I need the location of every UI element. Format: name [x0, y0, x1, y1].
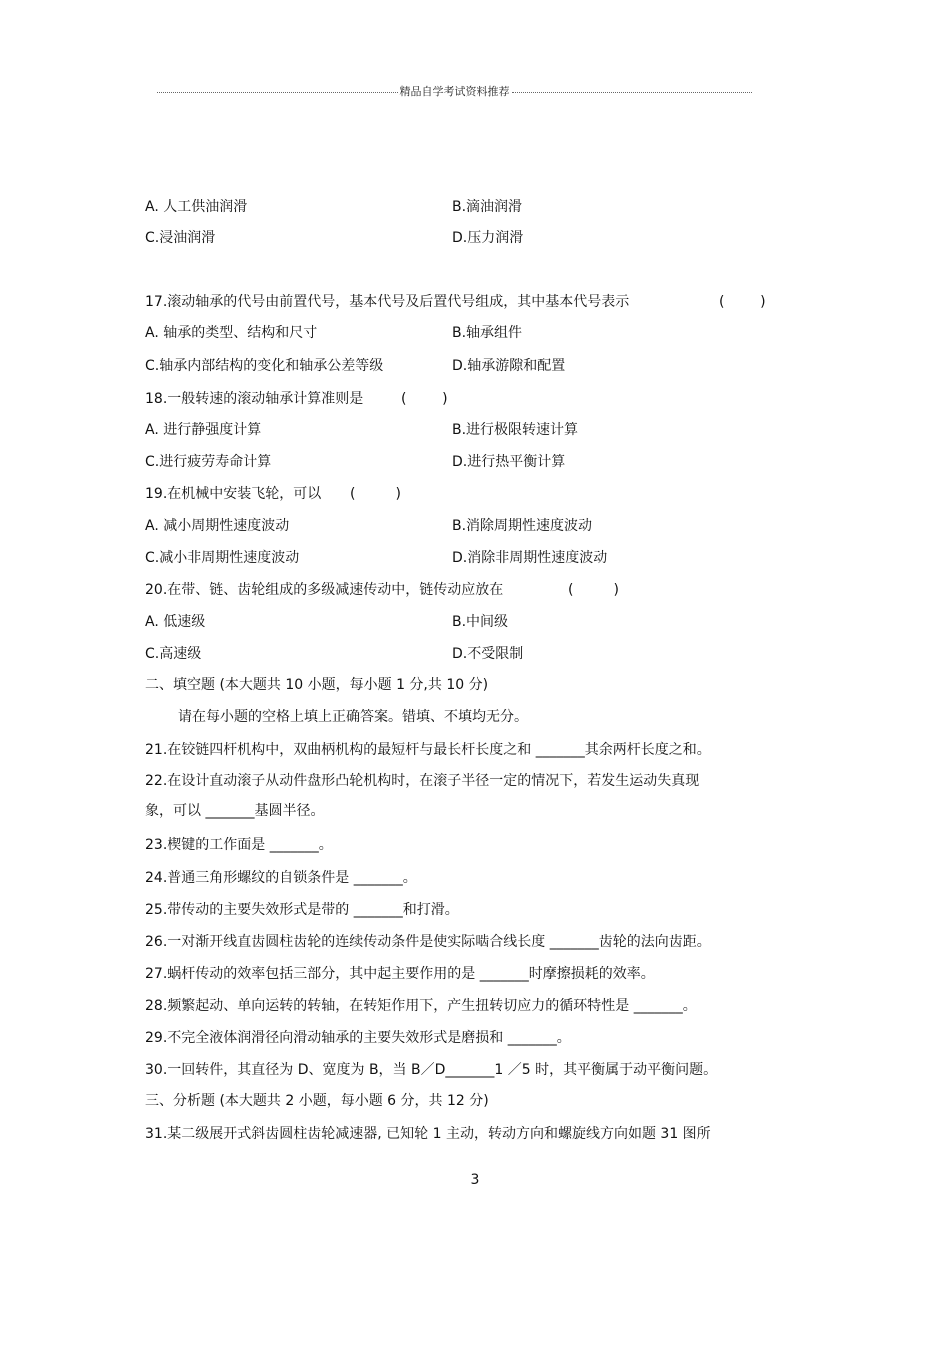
analysis-q31: 31.某二级展开式斜齿圆柱齿轮减速器, 已知轮 1 主动，转动方向和螺旋线方向如题 31 图所 — [145, 1126, 711, 1142]
q17-stem: 17.滚动轴承的代号由前置代号，基本代号及后置代号组成，其中基本代号表示 — [145, 294, 630, 310]
q18-option-b: B.进行极限转速计算 — [452, 422, 579, 438]
q18-option-a: A. 进行静强度计算 — [145, 422, 262, 438]
fill-q21: 21.在铰链四杆机构中，双曲柄机构的最短杆与最长杆长度之和 _______其余两杆长度之和。 — [145, 742, 711, 758]
q20-option-c: C.高速级 — [145, 646, 202, 662]
q20-option-d: D.不受限制 — [452, 646, 524, 662]
q17-option-a: A. 轴承的类型、结构和尺寸 — [145, 325, 318, 341]
section3-heading: 三、分析题 (本大题共 2 小题，每小题 6 分，共 12 分) — [145, 1093, 489, 1109]
fill-q22-line2: 象，可以 _______基圆半径。 — [145, 803, 325, 819]
q16-option-a: A. 人工供油润滑 — [145, 199, 248, 215]
fill-q30: 30.一回转件，其直径为 D、宽度为 B，当 B／D_______1 ／5 时，其平衡属于动平衡问题。 — [145, 1062, 718, 1078]
page-number: 3 — [470, 1172, 480, 1188]
fill-q28: 28.频繁起动、单向运转的转轴，在转矩作用下，产生扭转切应力的循环特性是 _______。 — [145, 998, 697, 1014]
q18-answer-paren: ( ) — [401, 391, 448, 407]
page-header — [157, 83, 752, 99]
q19-answer-paren: ( ) — [350, 486, 401, 502]
q18-option-c: C.进行疲劳寿命计算 — [145, 454, 272, 470]
q20-answer-paren: ( ) — [568, 582, 619, 598]
fill-q24: 24.普通三角形螺纹的自锁条件是 _______。 — [145, 870, 417, 886]
fill-q25: 25.带传动的主要失效形式是带的 _______和打滑。 — [145, 902, 459, 918]
section2-heading: 二、填空题 (本大题共 10 小题，每小题 1 分,共 10 分) — [145, 677, 489, 693]
fill-q22-line1: 22.在设计直动滚子从动件盘形凸轮机构时，在滚子半径一定的情况下，若发生运动失真现 — [145, 773, 700, 789]
q16-option-d: D.压力润滑 — [452, 230, 524, 246]
q20-option-b: B.中间级 — [452, 614, 509, 630]
q19-option-c: C.减小非周期性速度波动 — [145, 550, 300, 566]
q19-option-a: A. 减小周期性速度波动 — [145, 518, 290, 534]
q19-stem: 19.在机械中安装飞轮，可以 — [145, 486, 322, 502]
q18-option-d: D.进行热平衡计算 — [452, 454, 566, 470]
q18-stem: 18.一般转速的滚动轴承计算准则是 — [145, 391, 364, 407]
header-title: 精品自学考试资料推荐 — [399, 85, 510, 98]
q19-option-d: D.消除非周期性速度波动 — [452, 550, 608, 566]
fill-q29: 29.不完全液体润滑径向滑动轴承的主要失效形式是磨损和 _______。 — [145, 1030, 571, 1046]
q16-option-c: C.浸油润滑 — [145, 230, 216, 246]
q17-option-b: B.轴承组件 — [452, 325, 523, 341]
fill-q27: 27.蜗杆传动的效率包括三部分，其中起主要作用的是 _______时摩擦损耗的效率。 — [145, 966, 655, 982]
q17-answer-paren: ( ) — [719, 294, 766, 310]
header-dots-right — [512, 92, 753, 93]
q17-option-c: C.轴承内部结构的变化和轴承公差等级 — [145, 358, 384, 374]
fill-q23: 23.楔键的工作面是 _______。 — [145, 837, 333, 853]
q19-option-b: B.消除周期性速度波动 — [452, 518, 593, 534]
fill-q26: 26.一对渐开线直齿圆柱齿轮的连续传动条件是使实际啮合线长度 _______齿轮的法向齿距。 — [145, 934, 711, 950]
q16-option-b: B.滴油润滑 — [452, 199, 523, 215]
header-dots-left — [157, 92, 398, 93]
q17-option-d: D.轴承游隙和配置 — [452, 358, 566, 374]
q20-stem: 20.在带、链、齿轮组成的多级减速传动中，链传动应放在 — [145, 582, 504, 598]
q20-option-a: A. 低速级 — [145, 614, 206, 630]
section2-instruction: 请在每小题的空格上填上正确答案。错填、不填均无分。 — [178, 709, 528, 725]
